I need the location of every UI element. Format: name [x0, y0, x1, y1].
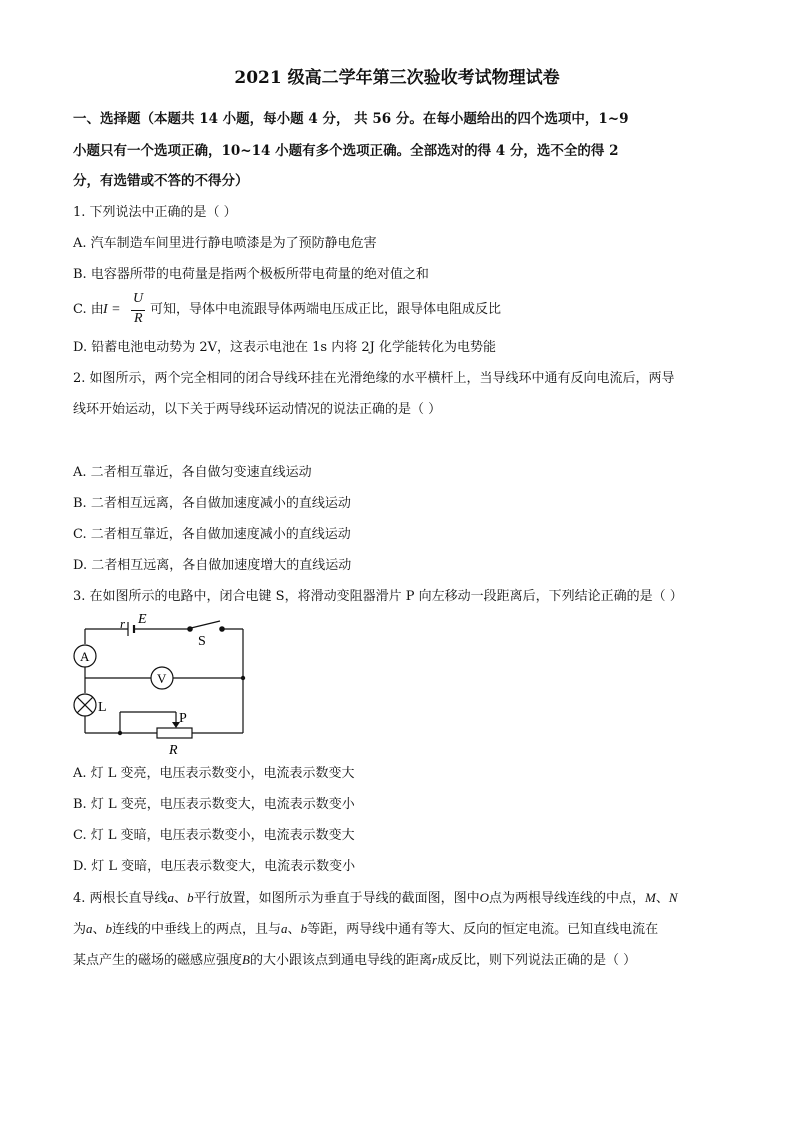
- section-instructions-line-3: 分，有选错或不答的不得分）: [73, 173, 249, 189]
- q1-stem: 1. 下列说法中正确的是（ ）: [73, 205, 237, 220]
- q4-stem-line-2: 为a、b连线的中垂线上的两点，且与a、b等距，两导线中通有等大、反向的恒定电流。已知直线电流在: [73, 921, 659, 937]
- q1-option-c-suffix: 可知，导体中电流跟导体两端电压成正比，跟导体电阻成反比: [150, 302, 502, 317]
- label-P: P: [179, 711, 187, 726]
- label-S: S: [198, 634, 206, 649]
- section-instructions-line-2: 小题只有一个选项正确，10~14 小题有多个选项正确。全部选对的得 4 分，选不全的得 2: [73, 143, 619, 159]
- rheostat-body: [157, 728, 192, 738]
- q1-formula: [103, 291, 147, 331]
- switch-blade: [191, 621, 220, 628]
- section-instructions-line-1: 一、选择题（本题共 14 小题，每小题 4 分， 共 56 分。在每小题给出的四个选项中，1~9: [73, 111, 629, 127]
- q2-option-b: B. 二者相互远离，各自做加速度减小的直线运动: [73, 496, 351, 511]
- junction-node-right: [241, 676, 245, 680]
- junction-node-bottom: [118, 731, 122, 735]
- q2-option-a: A. 二者相互靠近，各自做匀变速直线运动: [73, 465, 312, 480]
- q3-option-d: D. 灯 L 变暗，电压表示数变大，电流表示数变小: [73, 859, 356, 874]
- q4-stem-line-3: 某点产生的磁场的磁感应强度B的大小跟该点到通电导线的距离r成反比，则下列说法正确的是（ ）: [73, 952, 637, 968]
- q2-option-c: C. 二者相互靠近，各自做加速度减小的直线运动: [73, 527, 351, 542]
- formula-lhs: I =: [103, 302, 121, 317]
- label-A: A: [80, 649, 90, 664]
- q2-option-d: D. 二者相互远离，各自做加速度增大的直线运动: [73, 558, 352, 573]
- label-V: V: [157, 671, 167, 686]
- q2-stem-line-2: 线环开始运动，以下关于两导线环运动情况的说法正确的是（ ）: [73, 402, 442, 417]
- page-title: 2021 级高二学年第三次验收考试物理试卷: [234, 68, 560, 88]
- q1-option-c-prefix: C. 由: [73, 302, 104, 317]
- q2-stem-line-1: 2. 如图所示，两个完全相同的闭合导线环挂在光滑绝缘的水平横杆上，当导线环中通有反向电流后，两导: [73, 371, 675, 386]
- label-R: R: [169, 743, 178, 758]
- circuit-diagram: [60, 608, 260, 758]
- q3-stem: 3. 在如图所示的电路中，闭合电键 S，将滑动变阻器滑片 P 向左移动一段距离后，下列结论正确的是（ ）: [73, 589, 683, 604]
- q3-option-a: A. 灯 L 变亮，电压表示数变小，电流表示数变大: [73, 766, 355, 781]
- label-E: E: [138, 612, 147, 627]
- formula-denominator: R: [134, 311, 143, 326]
- q1-option-d: D. 铅蓄电池电动势为 2V，这表示电池在 1s 内将 2J 化学能转化为电势能: [73, 340, 496, 355]
- q4-stem-line-1: 4. 两根长直导线a、b平行放置，如图所示为垂直于导线的截面图，图中O点为两根导线连线的中点，M、N: [73, 890, 678, 906]
- q3-option-b: B. 灯 L 变亮，电压表示数变大，电流表示数变小: [73, 797, 355, 812]
- q1-option-a: A. 汽车制造车间里进行静电喷漆是为了预防静电危害: [73, 236, 377, 251]
- q1-option-b: B. 电容器所带的电荷量是指两个极板所带电荷量的绝对值之和: [73, 267, 429, 282]
- label-r: r: [120, 616, 126, 631]
- q3-option-c: C. 灯 L 变暗，电压表示数变小，电流表示数变大: [73, 828, 355, 843]
- label-L: L: [98, 700, 107, 715]
- formula-numerator: U: [133, 291, 144, 306]
